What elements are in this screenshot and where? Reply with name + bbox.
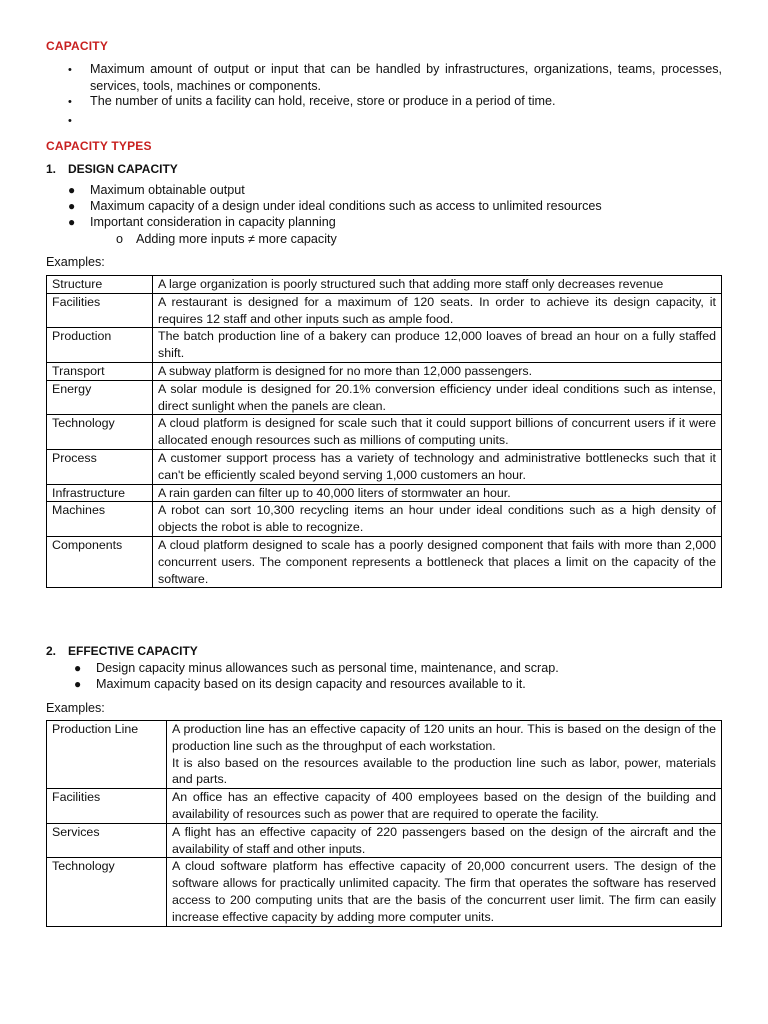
example-category: Production Line — [47, 721, 167, 789]
bullet-dot: • — [68, 96, 72, 108]
example-category: Technology — [47, 858, 167, 926]
description-text: A robot can sort 10,300 recycling items an hour under ideal conditions such as a high density of objects the robot is able to recognize. — [158, 503, 716, 535]
example-description — [153, 536, 722, 587]
description-text: A subway platform is designed for no more than 12,000 passengers. — [158, 363, 533, 378]
example-description — [153, 328, 722, 363]
description-text: A solar module is designed for 20.1% conversion efficiency under ideal conditions such as intense, direct sunlight when the panels are clean. — [158, 381, 716, 413]
bullet-solid: ● — [68, 215, 76, 229]
description-text: An office has an effective capacity of 400 employees based on the design of the building and availability of resources such as power that are required to operate the facility. — [172, 790, 716, 821]
description-text: A cloud platform designed to scale has a poorly designed component that fails with more than 2,000 concurrent users. The component represents a bottleneck that places a limit on the capacity of the software. — [158, 537, 716, 586]
design-examples-table — [46, 275, 722, 588]
table-row — [47, 858, 722, 926]
table-row — [47, 380, 722, 415]
table-row — [47, 415, 722, 450]
effective-bullet-1: Design capacity minus allowances such as personal time, maintenance, and scrap. — [96, 661, 559, 675]
example-category: Services — [47, 823, 167, 858]
table-row — [47, 328, 722, 363]
table-row — [47, 293, 722, 328]
effective-examples-label: Examples: — [46, 701, 105, 715]
example-description — [167, 721, 722, 789]
example-category: Machines — [47, 502, 153, 537]
example-description — [167, 789, 722, 824]
description-text: A restaurant is designed for a maximum of 120 seats. In order to achieve its design capacity, it requires 12 staff and other inputs such as ample food. — [158, 294, 716, 326]
example-category: Transport — [47, 362, 153, 380]
description-text: A rain garden can filter up to 40,000 liters of stormwater an hour. — [158, 485, 511, 500]
example-description — [153, 415, 722, 450]
bullet-solid: ● — [74, 661, 82, 675]
effective-bullet-2: Maximum capacity based on its design capacity and resources available to it. — [96, 677, 526, 691]
design-bullet-3: Important consideration in capacity planning — [90, 215, 336, 229]
design-capacity-heading: DESIGN CAPACITY — [68, 162, 178, 176]
example-category: Facilities — [47, 789, 167, 824]
bullet-solid: ● — [74, 677, 82, 691]
table-row — [47, 721, 722, 789]
table-row — [47, 536, 722, 587]
description-text: A large organization is poorly structured such that adding more staff only decreases revenue — [158, 277, 664, 291]
description-text: A production line has an effective capacity of 120 units an hour. This is based on the design of the production line such as the throughput of each workstation. — [172, 722, 716, 753]
sub-bullet-marker: o — [116, 232, 124, 246]
table-row — [47, 502, 722, 537]
table-row — [47, 276, 722, 294]
table-row — [47, 789, 722, 824]
example-description — [153, 449, 722, 484]
table-row — [47, 484, 722, 502]
capacity-types-heading: CAPACITY TYPES — [46, 139, 152, 153]
table-row — [47, 823, 722, 858]
capacity-bullet-1: Maximum amount of output or input that can be handled by infrastructures, organizations, teams, processes, services, tools, machines or components. — [90, 62, 722, 93]
example-category: Production — [47, 328, 153, 363]
example-category: Components — [47, 536, 153, 587]
design-sub-bullet: Adding more inputs ≠ more capacity — [136, 232, 337, 246]
effective-capacity-heading: EFFECTIVE CAPACITY — [68, 644, 198, 658]
example-description — [167, 823, 722, 858]
capacity-heading: CAPACITY — [46, 39, 109, 53]
example-description — [153, 380, 722, 415]
design-number: 1. — [46, 162, 57, 176]
description-text: A customer support process has a variety of technology and administrative bottlenecks such that it can't be efficiently scaled beyond serving 1,000 customers an hour. — [158, 450, 716, 482]
example-description — [153, 362, 722, 380]
design-bullet-1: Maximum obtainable output — [90, 183, 245, 197]
table-row — [47, 449, 722, 484]
example-description — [153, 484, 722, 502]
bullet-solid: ● — [68, 183, 76, 197]
example-description — [153, 293, 722, 328]
capacity-bullet-2: The number of units a facility can hold, receive, store or produce in a period of time. — [90, 94, 556, 108]
example-category: Technology — [47, 415, 153, 450]
example-description — [153, 276, 722, 294]
description-text: A cloud platform is designed for scale such that it could support billions of concurrent users if it were allocated enough resources such as millions of computing units. — [158, 416, 716, 448]
example-category: Infrastructure — [47, 484, 153, 502]
example-category: Structure — [47, 276, 153, 294]
example-category: Process — [47, 449, 153, 484]
design-examples-label: Examples: — [46, 255, 105, 269]
bullet-dot: • — [68, 64, 72, 76]
bullet-solid: ● — [68, 199, 76, 213]
description-text: A cloud software platform has effective capacity of 20,000 concurrent users. The design of the software allows for practically unlimited capacity. The firm that operates the software has reserved access to 200 computing units that are the basis of the concurrent user limit. The firm can easily increase effective capacity by adding more computer units. — [172, 859, 716, 924]
effective-number: 2. — [46, 644, 57, 658]
example-category: Energy — [47, 380, 153, 415]
description-text: A flight has an effective capacity of 220 passengers based on the design of the aircraft and the availability of staff and other inputs. — [172, 824, 716, 856]
effective-examples-table — [46, 720, 722, 927]
example-description — [167, 858, 722, 926]
table-row — [47, 362, 722, 380]
design-bullet-2: Maximum capacity of a design under ideal conditions such as access to unlimited resources — [90, 199, 602, 213]
bullet-dot-empty: • — [68, 115, 72, 127]
example-description — [153, 502, 722, 537]
example-category: Facilities — [47, 293, 153, 328]
description-text-continued: It is also based on the resources available to the production line such as labor, power, materials and parts. — [172, 755, 716, 787]
description-text: The batch production line of a bakery can produce 12,000 loaves of bread an hour on a fully staffed shift. — [158, 329, 716, 361]
